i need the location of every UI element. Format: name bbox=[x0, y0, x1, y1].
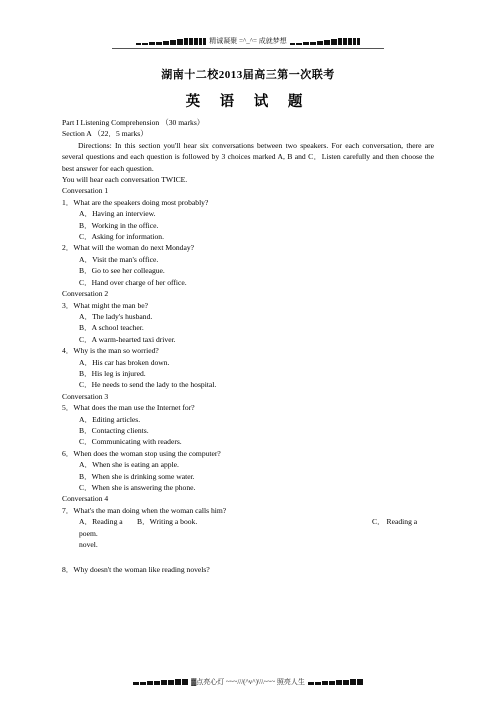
question: 8．Why doesn't the woman like reading novels? bbox=[62, 565, 210, 575]
footer-text: ▓点亮心灯 ~~~///(^v^)\\\~~~ 照亮人生 bbox=[191, 678, 305, 686]
option: B．A school teacher. bbox=[79, 323, 144, 333]
option: C．Communicating with readers. bbox=[79, 437, 182, 447]
page-header bbox=[0, 36, 496, 46]
option: A．Editing articles. bbox=[79, 414, 141, 424]
footer-bars-right bbox=[308, 679, 363, 685]
question: 1．What are the speakers doing most probably? bbox=[62, 197, 209, 207]
header-text: 精诚凝聚 =^_^= 成就梦想 bbox=[209, 37, 287, 45]
option: B．Writing a book. bbox=[137, 517, 198, 527]
option: A．Reading a poem. bbox=[79, 517, 123, 538]
option: C．When she is answering the phone. bbox=[79, 483, 196, 492]
question: 7．What's the man doing when the woman calls him? bbox=[62, 505, 227, 515]
conversation-heading: Conversation 2 bbox=[62, 289, 109, 299]
question: 4．Why is the man so worried? bbox=[62, 346, 159, 356]
conversation-heading: Conversation 3 bbox=[62, 391, 109, 401]
exam-subtitle: 英 语 试 题 bbox=[185, 94, 311, 110]
question: 2．What will the woman do next Monday? bbox=[62, 243, 195, 253]
option: B．Go to see her colleague. bbox=[79, 266, 165, 276]
twice-note: You will hear each conversation TWICE. bbox=[62, 175, 188, 185]
option: B．When she is drinking some water. bbox=[79, 471, 195, 481]
footer-bars-left bbox=[133, 679, 188, 685]
header-bars-right bbox=[290, 38, 360, 45]
option: A．His car has broken down. bbox=[79, 357, 170, 367]
option: C．A warm-hearted taxi driver. bbox=[79, 334, 176, 344]
option: A．The lady's husband. bbox=[79, 311, 153, 321]
option: B．His leg is injured. bbox=[79, 368, 146, 378]
exam-title: 湖南十二校2013届高三第一次联考 bbox=[161, 69, 335, 81]
option: B．Working in the office. bbox=[79, 220, 159, 230]
option: A．When she is eating an apple. bbox=[79, 460, 179, 470]
part-heading: Part I Listening Comprehension （30 marks） bbox=[62, 118, 205, 127]
option: C． Reading a bbox=[372, 517, 418, 527]
directions-text: Directions: In this section you'll hear six conversations between two speakers. For each conversation, there are several questions and each question is followed by 3 choices marked A, B and C．Listen carefully and then choose the best answer for each question. bbox=[62, 140, 434, 173]
option-continuation: novel. bbox=[79, 540, 98, 550]
option: A．Visit the man's office. bbox=[79, 254, 159, 264]
option: C．Hand over charge of her office. bbox=[79, 277, 187, 287]
question: 5．What does the man use the Internet for? bbox=[62, 403, 195, 413]
question: 6．When does the woman stop using the computer? bbox=[62, 448, 221, 458]
section-heading: Section A （22．5 marks） bbox=[62, 129, 148, 139]
page-footer bbox=[0, 677, 496, 687]
option: B．Contacting clients. bbox=[79, 425, 149, 435]
header-rule bbox=[112, 48, 384, 49]
option: C．Asking for information. bbox=[79, 232, 164, 242]
question: 3．What might the man be? bbox=[62, 300, 149, 310]
document-body bbox=[62, 66, 434, 576]
conversation-heading: Conversation 1 bbox=[62, 186, 109, 196]
option: C．He needs to send the lady to the hospital. bbox=[79, 380, 217, 390]
option: A．Having an interview. bbox=[79, 209, 156, 219]
options-row bbox=[62, 516, 434, 539]
header-bars-left bbox=[136, 38, 206, 45]
conversation-heading: Conversation 4 bbox=[62, 494, 109, 504]
